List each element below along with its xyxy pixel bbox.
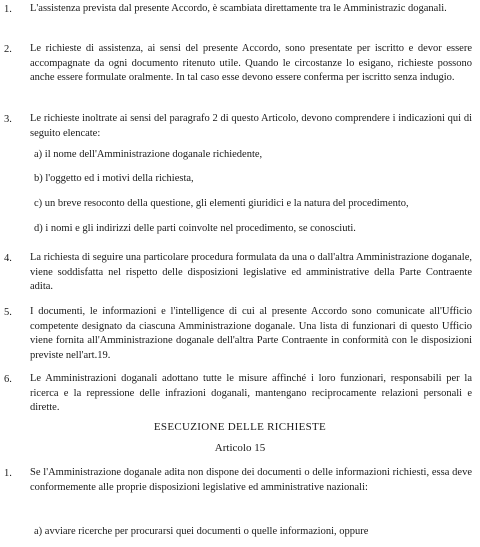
article-title: Articolo 15: [214, 442, 266, 454]
section-heading: ESECUZIONE DELLE RICHIESTE: [153, 421, 327, 433]
paragraph-number: 6.: [4, 374, 12, 385]
paragraph-number: 1.: [4, 468, 12, 479]
paragraph-text: I documenti, le informazioni e l'intelligence di cui al presente Accordo sono comunicate all'Ufficio competente designato da ciascuna Amministrazione doganale. Una lista di funzionari di questo Ufficio viene fornita all'Amministrazione doganale dell'altra Parte Contraente in conformità con le disposizioni previste nell'art.19.: [30, 306, 472, 361]
list-item-a: a) il nome dell'Amministrazione doganale richiedente,: [34, 149, 263, 160]
paragraph-number: 4.: [4, 253, 12, 264]
paragraph-text: Le Amministrazioni doganali adottano tutte le misure affinché i loro funzionari, responsabili per la ricerca e la repressione delle infrazioni doganali, mantengano reciprocamente relazioni personali e dirette.: [30, 373, 472, 413]
paragraph-text: Le richieste inoltrate ai sensi del paragrafo 2 di questo Articolo, devono comprendere i indicazioni qui di seguito elencate:: [30, 113, 472, 139]
list-item-d: d) i nomi e gli indirizzi delle parti coinvolte nel procedimento, se conosciuti.: [34, 223, 356, 234]
paragraph-text: Le richieste di assistenza, ai sensi del presente Accordo, sono presentate per iscritto e devor essere accompagnate da ogni documento ritenuto utile. Quando le circostanze lo esigano, richieste possono anche essere formulate oralmente. In tal caso esse devono essere conferma per iscritto senza indugio.: [30, 43, 472, 83]
paragraph-number: 3.: [4, 114, 12, 125]
paragraph-text: La richiesta di seguire una particolare procedura formulata da una o dall'altra Amministrazione doganale, viene soddisfatta nel rispetto delle disposizioni legislative ed amministrative della Parte Contraente adita.: [30, 252, 472, 292]
paragraph-text: L'assistenza prevista dal presente Accordo, è scambiata direttamente tra le Amministrazic doganali.: [30, 3, 447, 14]
list-item-b: b) l'oggetto ed i motivi della richiesta,: [34, 173, 194, 184]
paragraph-text: Se l'Amministrazione doganale adita non dispone dei documenti o delle informazioni richiesti, essa deve conformemente alle proprie disposizioni legislative ed amministrative nazionali:: [30, 467, 472, 493]
paragraph-number: 2.: [4, 44, 12, 55]
paragraph-number: 5.: [4, 307, 12, 318]
list-item-a-2: a) avviare ricerche per procurarsi quei documenti o quelle informazioni, oppure: [34, 526, 369, 537]
list-item-c: c) un breve resoconto della questione, gli elementi giuridici e la natura del procedimento,: [34, 198, 409, 209]
paragraph-number: 1.: [4, 4, 12, 15]
